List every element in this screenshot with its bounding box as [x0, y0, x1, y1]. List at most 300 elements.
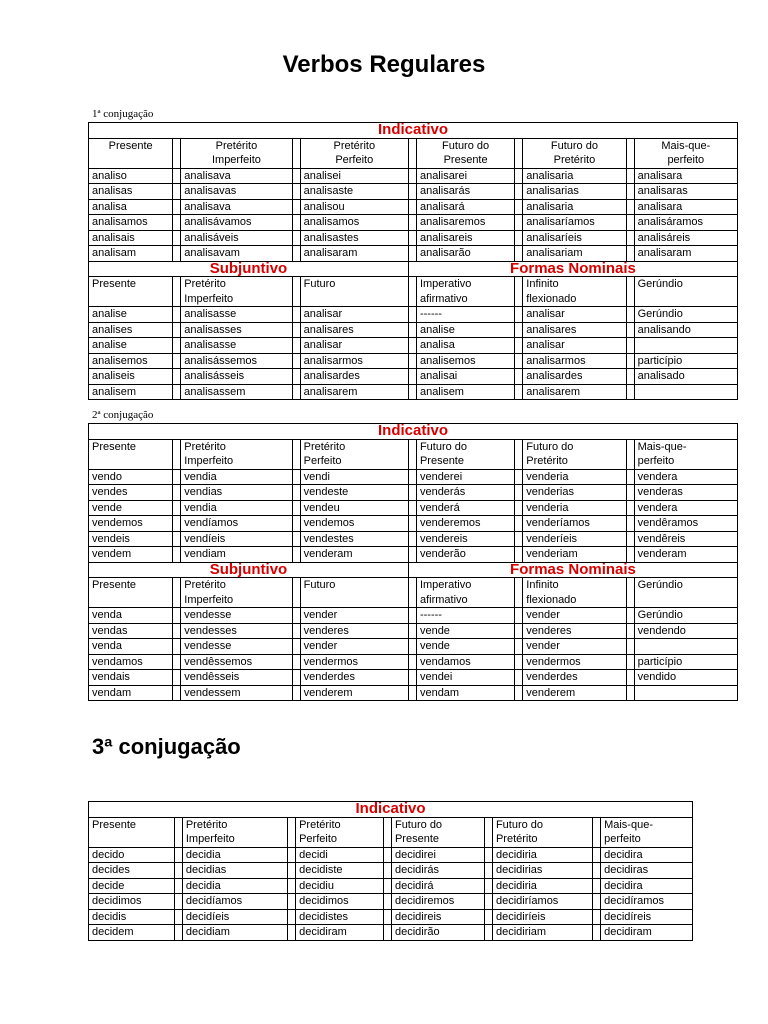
column-header: Pretérito Perfeito: [300, 138, 408, 168]
table-cell: vendesses: [181, 623, 292, 639]
column-divider: [173, 685, 181, 701]
column-divider: [173, 230, 181, 246]
column-divider: [292, 384, 300, 400]
column-divider: [515, 215, 523, 231]
section-caption-1: 1ª conjugação: [92, 108, 154, 120]
column-divider: [515, 230, 523, 246]
table-cell: analisareis: [416, 230, 514, 246]
column-divider: [515, 353, 523, 369]
column-header: Futuro do Pretérito: [523, 138, 626, 168]
table-cell: vende: [416, 623, 514, 639]
column-divider: [173, 531, 181, 547]
column-divider: [484, 863, 492, 879]
column-divider: [173, 578, 181, 608]
column-divider: [292, 230, 300, 246]
table-cell: analisaria: [523, 168, 626, 184]
column-divider: [174, 878, 182, 894]
column-divider: [408, 277, 416, 307]
table-cell: decidiremos: [391, 894, 484, 910]
column-divider: [515, 639, 523, 655]
column-divider: [408, 353, 416, 369]
column-divider: [287, 863, 295, 879]
column-divider: [174, 847, 182, 863]
column-divider: [173, 307, 181, 323]
column-divider: [292, 516, 300, 532]
table-cell: analise: [89, 307, 173, 323]
column-divider: [292, 578, 300, 608]
column-divider: [174, 909, 182, 925]
table-cell: vendam: [89, 685, 173, 701]
column-divider: [626, 578, 634, 608]
table-cell: analisasse: [181, 338, 292, 354]
column-divider: [292, 184, 300, 200]
column-divider: [174, 863, 182, 879]
column-divider: [292, 531, 300, 547]
column-divider: [173, 670, 181, 686]
table-cell: venderem: [300, 685, 408, 701]
column-divider: [292, 547, 300, 563]
table-cell: vendermos: [300, 654, 408, 670]
column-header: Pretérito Perfeito: [296, 817, 384, 847]
table-cell: [634, 639, 737, 655]
table-cell: vendes: [89, 485, 173, 501]
table-cell: vendemos: [89, 516, 173, 532]
column-divider: [592, 847, 600, 863]
table-cell: decidiríamos: [492, 894, 592, 910]
column-divider: [408, 369, 416, 385]
column-divider: [173, 277, 181, 307]
column-header: Presente: [89, 817, 175, 847]
mood-heading-indicativo: Indicativo: [377, 122, 448, 138]
table-cell: decidi: [296, 847, 384, 863]
section-caption-2: 2ª conjugação: [92, 409, 154, 421]
column-header: Presente: [89, 578, 173, 608]
column-divider: [515, 199, 523, 215]
table-cell: venderia: [523, 469, 626, 485]
table-cell: analisardes: [300, 369, 408, 385]
column-divider: [592, 909, 600, 925]
column-divider: [173, 215, 181, 231]
table-cell: analisem: [89, 384, 173, 400]
table-cell: decidíamos: [182, 894, 287, 910]
table-cell: analisávamos: [181, 215, 292, 231]
table-cell: vendera: [634, 500, 737, 516]
table-cell: vendíeis: [181, 531, 292, 547]
table-cell: analisara: [634, 199, 737, 215]
column-divider: [515, 384, 523, 400]
column-divider: [592, 894, 600, 910]
column-divider: [515, 439, 523, 469]
table-cell: analisaras: [634, 184, 737, 200]
column-divider: [173, 353, 181, 369]
column-divider: [408, 199, 416, 215]
column-divider: [383, 925, 391, 941]
column-divider: [292, 654, 300, 670]
table-cell: analisaram: [300, 246, 408, 262]
column-divider: [626, 547, 634, 563]
table-cell: analises: [89, 322, 173, 338]
conjugation-table-2: [88, 423, 738, 701]
column-divider: [626, 199, 634, 215]
column-divider: [292, 307, 300, 323]
table-cell: analisariam: [523, 246, 626, 262]
column-divider: [292, 439, 300, 469]
column-divider: [173, 338, 181, 354]
column-divider: [408, 168, 416, 184]
table-cell: analisara: [634, 168, 737, 184]
table-cell: venderão: [416, 547, 514, 563]
table-cell: decidimos: [89, 894, 175, 910]
table-cell: decidira: [601, 878, 693, 894]
column-divider: [592, 817, 600, 847]
table-cell: decidistes: [296, 909, 384, 925]
table-cell: vendam: [416, 685, 514, 701]
column-divider: [173, 384, 181, 400]
table-cell: vende: [89, 500, 173, 516]
table-cell: analisássemos: [181, 353, 292, 369]
column-divider: [408, 547, 416, 563]
table-cell: analisáramos: [634, 215, 737, 231]
column-divider: [173, 500, 181, 516]
table-cell: analisavas: [181, 184, 292, 200]
column-divider: [292, 469, 300, 485]
column-divider: [626, 654, 634, 670]
column-divider: [626, 277, 634, 307]
table-cell: vendereis: [416, 531, 514, 547]
table-cell: analisáveis: [181, 230, 292, 246]
table-cell: decides: [89, 863, 175, 879]
column-divider: [173, 654, 181, 670]
column-header: Futuro do Presente: [416, 138, 514, 168]
column-divider: [626, 184, 634, 200]
table-cell: decidiria: [492, 847, 592, 863]
table-cell: decidis: [89, 909, 175, 925]
column-divider: [408, 623, 416, 639]
table-cell: analisais: [89, 230, 173, 246]
mood-heading-formas_nominais: Formas Nominais: [408, 562, 737, 578]
table-cell: decidiras: [601, 863, 693, 879]
table-cell: venda: [89, 639, 173, 655]
column-divider: [515, 608, 523, 624]
column-divider: [408, 500, 416, 516]
table-cell: vende: [416, 639, 514, 655]
table-cell: analisou: [300, 199, 408, 215]
column-header: Pretérito Imperfeito: [181, 277, 292, 307]
table-cell: [634, 685, 737, 701]
table-cell: decidirão: [391, 925, 484, 941]
table-cell: analisarás: [416, 184, 514, 200]
column-header: Futuro do Presente: [416, 439, 514, 469]
table-cell: [634, 384, 737, 400]
column-header: Presente: [89, 277, 173, 307]
column-divider: [292, 215, 300, 231]
column-header: Futuro: [300, 578, 408, 608]
column-header: Pretérito Imperfeito: [181, 138, 292, 168]
table-cell: analisarão: [416, 246, 514, 262]
table-cell: vendido: [634, 670, 737, 686]
table-cell: analisarmos: [300, 353, 408, 369]
table-cell: venderem: [523, 685, 626, 701]
column-divider: [626, 246, 634, 262]
table-cell: analisar: [300, 307, 408, 323]
column-header: Infinito flexionado: [523, 277, 626, 307]
column-divider: [292, 500, 300, 516]
table-cell: vendeis: [89, 531, 173, 547]
column-divider: [484, 817, 492, 847]
table-cell: vendemos: [300, 516, 408, 532]
column-divider: [515, 531, 523, 547]
table-cell: venderemos: [416, 516, 514, 532]
table-cell: analisava: [181, 168, 292, 184]
table-cell: vendias: [181, 485, 292, 501]
column-divider: [626, 639, 634, 655]
table-cell: vendera: [634, 469, 737, 485]
table-cell: decidiam: [182, 925, 287, 941]
column-divider: [174, 894, 182, 910]
table-cell: venderia: [523, 500, 626, 516]
conjugation-table-1: [88, 122, 738, 400]
column-divider: [626, 608, 634, 624]
column-divider: [592, 878, 600, 894]
column-divider: [484, 925, 492, 941]
table-cell: venderei: [416, 469, 514, 485]
table-cell: venderes: [523, 623, 626, 639]
table-cell: decidíramos: [601, 894, 693, 910]
column-divider: [626, 485, 634, 501]
table-cell: analisarei: [416, 168, 514, 184]
table-cell: analisastes: [300, 230, 408, 246]
table-cell: analisai: [416, 369, 514, 385]
column-divider: [626, 623, 634, 639]
table-cell: analisáreis: [634, 230, 737, 246]
page-title: Verbos Regulares: [282, 51, 486, 78]
column-header: Imperativo afirmativo: [416, 277, 514, 307]
column-header: Pretérito Perfeito: [300, 439, 408, 469]
table-cell: analisem: [416, 384, 514, 400]
table-cell: decidiram: [601, 925, 693, 941]
table-cell: vender: [523, 639, 626, 655]
column-divider: [515, 369, 523, 385]
conjugation-table-3: [88, 801, 693, 941]
table-cell: vendamos: [89, 654, 173, 670]
table-cell: vendíamos: [181, 516, 292, 532]
column-header: Pretérito Imperfeito: [181, 578, 292, 608]
table-cell: analisa: [89, 199, 173, 215]
column-divider: [408, 531, 416, 547]
table-cell: analisaria: [523, 199, 626, 215]
mood-heading-indicativo: Indicativo: [377, 423, 448, 439]
column-divider: [408, 685, 416, 701]
column-divider: [292, 277, 300, 307]
table-cell: vendêsseis: [181, 670, 292, 686]
column-divider: [592, 863, 600, 879]
column-divider: [626, 168, 634, 184]
table-cell: ------: [416, 608, 514, 624]
table-cell: venderdes: [300, 670, 408, 686]
column-divider: [515, 670, 523, 686]
table-cell: analisava: [181, 199, 292, 215]
table-cell: analiseis: [89, 369, 173, 385]
column-divider: [626, 384, 634, 400]
column-divider: [173, 322, 181, 338]
column-divider: [292, 685, 300, 701]
table-cell: analisásseis: [181, 369, 292, 385]
column-divider: [515, 168, 523, 184]
column-divider: [626, 531, 634, 547]
column-divider: [515, 516, 523, 532]
column-divider: [515, 685, 523, 701]
table-cell: decidem: [89, 925, 175, 941]
column-header: Futuro: [300, 277, 408, 307]
column-divider: [173, 639, 181, 655]
column-divider: [173, 138, 181, 168]
table-cell: particípio: [634, 654, 737, 670]
column-divider: [383, 894, 391, 910]
column-header: Pretérito Imperfeito: [181, 439, 292, 469]
table-cell: decidiriam: [492, 925, 592, 941]
table-cell: decidiu: [296, 878, 384, 894]
table-cell: analisar: [523, 338, 626, 354]
column-divider: [515, 654, 523, 670]
column-divider: [173, 608, 181, 624]
column-divider: [292, 608, 300, 624]
column-divider: [174, 925, 182, 941]
table-cell: venderdes: [523, 670, 626, 686]
table-cell: analisamos: [89, 215, 173, 231]
table-cell: analisando: [634, 322, 737, 338]
column-divider: [287, 847, 295, 863]
column-header: Gerúndio: [634, 578, 737, 608]
column-divider: [515, 338, 523, 354]
table-cell: analisa: [416, 338, 514, 354]
table-cell: venderias: [523, 485, 626, 501]
table-cell: venderam: [634, 547, 737, 563]
table-cell: vendais: [89, 670, 173, 686]
table-cell: analisam: [89, 246, 173, 262]
column-divider: [626, 685, 634, 701]
column-divider: [173, 168, 181, 184]
column-divider: [515, 623, 523, 639]
column-divider: [292, 485, 300, 501]
table-cell: decidíreis: [601, 909, 693, 925]
table-cell: Gerúndio: [634, 608, 737, 624]
column-divider: [626, 469, 634, 485]
column-divider: [292, 369, 300, 385]
table-cell: vendesse: [181, 608, 292, 624]
column-divider: [383, 817, 391, 847]
table-cell: decidirei: [391, 847, 484, 863]
table-cell: decide: [89, 878, 175, 894]
column-divider: [383, 878, 391, 894]
column-divider: [292, 338, 300, 354]
column-divider: [287, 894, 295, 910]
table-cell: analisamos: [300, 215, 408, 231]
table-cell: particípio: [634, 353, 737, 369]
table-cell: vendeu: [300, 500, 408, 516]
table-cell: venderá: [416, 500, 514, 516]
column-divider: [626, 322, 634, 338]
table-cell: decidia: [182, 847, 287, 863]
column-divider: [287, 909, 295, 925]
column-divider: [173, 469, 181, 485]
table-cell: decidirias: [492, 863, 592, 879]
column-divider: [515, 246, 523, 262]
table-cell: decidias: [182, 863, 287, 879]
column-divider: [515, 322, 523, 338]
table-cell: vendendo: [634, 623, 737, 639]
column-divider: [626, 230, 634, 246]
column-divider: [408, 138, 416, 168]
table-cell: decidia: [182, 878, 287, 894]
table-cell: vender: [523, 608, 626, 624]
column-divider: [484, 894, 492, 910]
table-cell: decidirá: [391, 878, 484, 894]
table-cell: analisemos: [89, 353, 173, 369]
table-cell: analisaríamos: [523, 215, 626, 231]
table-cell: analisassem: [181, 384, 292, 400]
table-cell: venderás: [416, 485, 514, 501]
table-cell: decidirás: [391, 863, 484, 879]
column-divider: [173, 623, 181, 639]
column-header: Futuro do Pretérito: [492, 817, 592, 847]
table-cell: analisar: [523, 307, 626, 323]
table-cell: analisaríeis: [523, 230, 626, 246]
column-divider: [173, 199, 181, 215]
column-divider: [292, 322, 300, 338]
table-cell: vendeste: [300, 485, 408, 501]
column-divider: [515, 277, 523, 307]
table-cell: vender: [300, 608, 408, 624]
column-header: Gerúndio: [634, 277, 737, 307]
table-cell: analisemos: [416, 353, 514, 369]
table-cell: analisarem: [523, 384, 626, 400]
table-cell: analisar: [300, 338, 408, 354]
column-divider: [408, 384, 416, 400]
column-divider: [292, 199, 300, 215]
table-cell: decidireis: [391, 909, 484, 925]
mood-heading-subjuntivo: Subjuntivo: [89, 562, 409, 578]
table-cell: venderam: [300, 547, 408, 563]
column-header: Infinito flexionado: [523, 578, 626, 608]
column-divider: [174, 817, 182, 847]
table-cell: venderes: [300, 623, 408, 639]
column-divider: [408, 578, 416, 608]
table-cell: analisasses: [181, 322, 292, 338]
column-divider: [292, 623, 300, 639]
column-divider: [484, 847, 492, 863]
column-divider: [515, 547, 523, 563]
table-cell: vendei: [416, 670, 514, 686]
table-cell: venderíeis: [523, 531, 626, 547]
table-cell: vendamos: [416, 654, 514, 670]
table-cell: analisará: [416, 199, 514, 215]
table-cell: analise: [416, 322, 514, 338]
column-divider: [173, 516, 181, 532]
column-divider: [408, 439, 416, 469]
column-divider: [626, 307, 634, 323]
table-cell: decidíeis: [182, 909, 287, 925]
table-cell: vendi: [300, 469, 408, 485]
column-divider: [408, 516, 416, 532]
table-cell: vendo: [89, 469, 173, 485]
table-cell: analisaram: [634, 246, 737, 262]
column-divider: [626, 500, 634, 516]
table-cell: ------: [416, 307, 514, 323]
column-divider: [292, 639, 300, 655]
column-divider: [626, 215, 634, 231]
table-cell: vendêssemos: [181, 654, 292, 670]
table-cell: vendêramos: [634, 516, 737, 532]
